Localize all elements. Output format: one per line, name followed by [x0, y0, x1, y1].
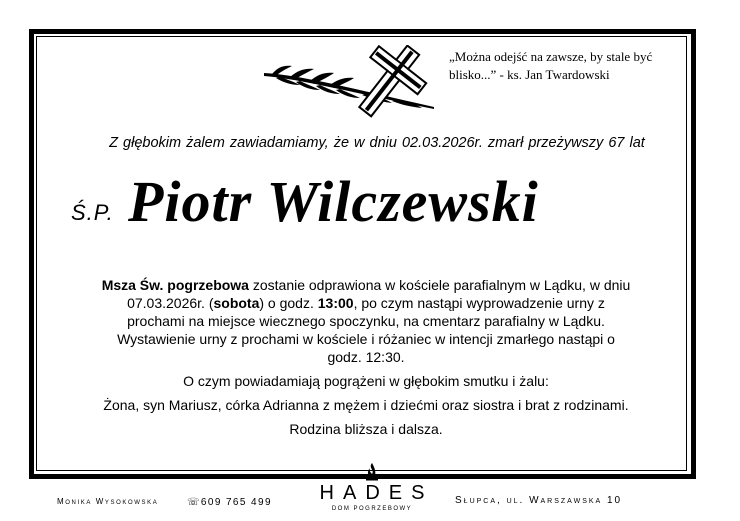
mass-text-3: , po czym nastąpi wyprowadzenie urny z	[353, 295, 605, 311]
mass-text-2: ) o godz.	[259, 295, 318, 311]
flame-icon	[363, 462, 381, 482]
mass-time: 13:00	[317, 295, 354, 311]
logo-rule-right	[386, 475, 436, 476]
mass-line-2	[56, 294, 676, 312]
family-line: Żona, syn Mariusz, córka Adrianna z mężem i dziećmi oraz siostra i brat z rodzinami.	[103, 397, 629, 413]
hades-logo	[302, 462, 442, 520]
footer-contact-name: Monika Wysokowska	[57, 497, 159, 506]
mass-line-5: godz. 12:30.	[327, 349, 405, 365]
notice-line: O czym powiadamiają pogrążeni w głębokim smutku i żalu:	[183, 373, 549, 389]
cross-with-palm-branch-icon	[262, 45, 442, 123]
mass-line-3: prochami na miejsce wiecznego spoczynku, na cmentarz parafialny w Lądku.	[127, 313, 605, 329]
footer-address: Słupca, ul. Warszawska 10	[455, 495, 623, 506]
mass-label: Msza Św. pogrzebowa	[101, 277, 249, 293]
logo-subtitle: DOM POGRZEBOWY	[331, 506, 413, 512]
quote-line-1: „Można odejść na zawsze, by stale być	[449, 49, 653, 64]
quote	[449, 48, 694, 84]
intro-text: Z głębokim żalem zawiadamiamy, że w dniu 02.03.2026r. zmarł przeżywszy 67 lat	[109, 135, 645, 151]
mass-text-1: zostanie odprawiona w kościele parafialnym w Lądku, w dniu	[248, 277, 631, 293]
family-line-2: Rodzina bliższa i dalsza.	[289, 421, 443, 437]
mass-line-4: Wystawienie urny z prochami w kościele i różaniec w intencji zmarłego nastąpi o	[117, 331, 615, 347]
footer-phone: ☏609 765 499	[187, 497, 272, 508]
logo-rule-left	[308, 475, 358, 476]
announcement-body	[56, 276, 676, 438]
mass-date: 07.03.2026r. (	[127, 295, 214, 311]
mass-line-1	[56, 276, 676, 294]
prefix-label: Ś.P.	[71, 200, 114, 225]
deceased-name: Piotr Wilczewski	[128, 169, 539, 234]
quote-line-2: blisko...” - ks. Jan Twardowski	[449, 67, 610, 82]
logo-name: HADES	[319, 482, 434, 504]
mass-day: sobota	[213, 295, 260, 311]
